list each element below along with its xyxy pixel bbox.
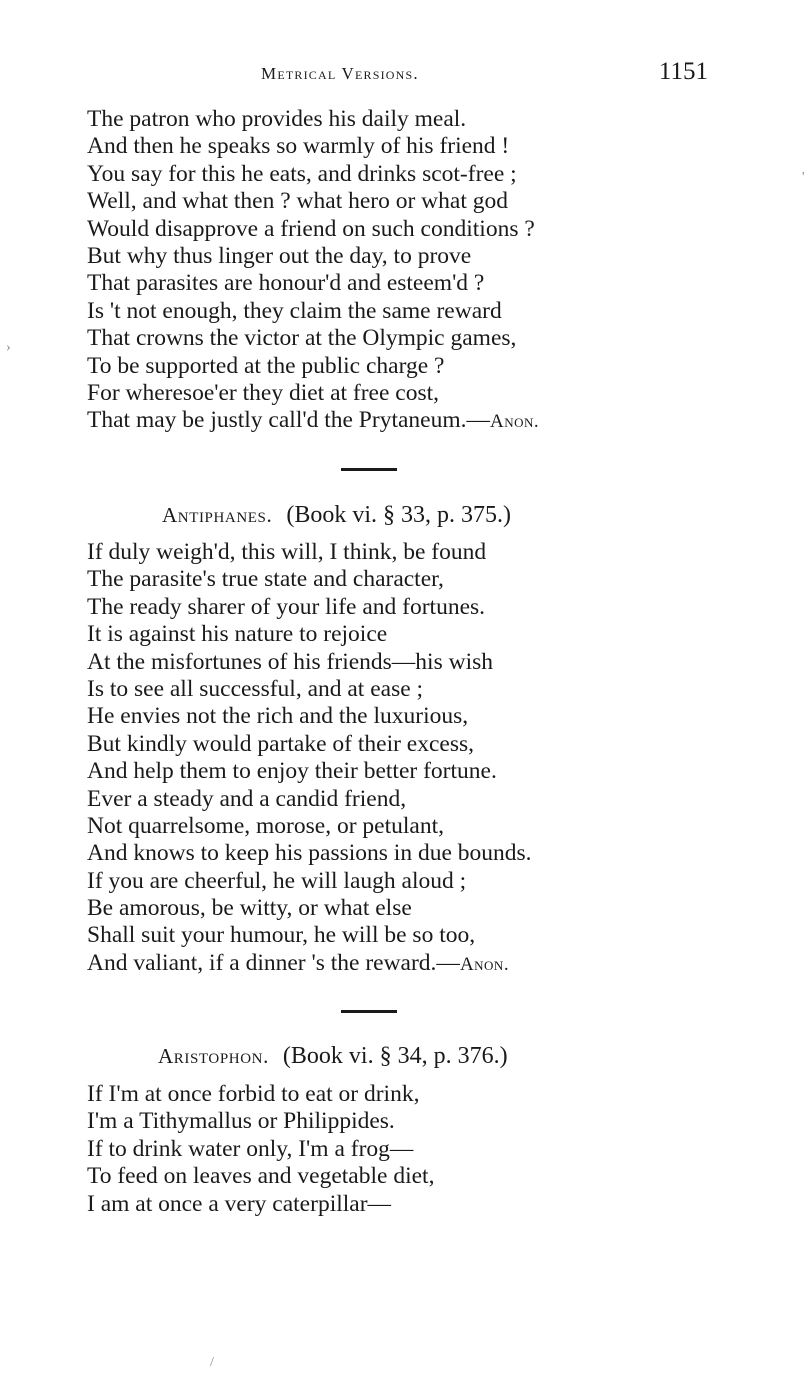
- verse-line: The parasite's true state and character,: [87, 566, 444, 593]
- verse-line: Be amorous, be witty, or what else: [87, 895, 412, 922]
- verse-line: For wheresoe'er they diet at free cost,: [87, 379, 440, 406]
- verse-line: And knows to keep his passions in due bounds.: [87, 840, 532, 867]
- verse-line: And then he speaks so warmly of his friend !: [87, 133, 510, 160]
- verse-line: He envies not the rich and the luxurious,: [87, 703, 469, 730]
- section-author: Antiphanes.: [162, 503, 273, 527]
- page-number: 1151: [658, 58, 708, 85]
- running-head: [86, 60, 716, 92]
- print-speck: /: [210, 1355, 214, 1370]
- verse-line: Not quarrelsome, morose, or petulant,: [87, 812, 444, 839]
- verse-line: It is against his nature to rejoice: [87, 621, 388, 648]
- verse-passage-3: [87, 1081, 727, 1218]
- section-reference: (Book vi. § 33, p. 375.): [286, 502, 512, 528]
- verse-last-line: [87, 950, 727, 977]
- verse-line: Ever a steady and a candid friend,: [87, 785, 407, 812]
- verse-line: But why thus linger out the day, to prove: [87, 242, 472, 269]
- print-speck: ›: [6, 340, 11, 355]
- verse-line: But kindly would partake of their excess,: [87, 730, 475, 757]
- verse-line: The patron who provides his daily meal.: [87, 106, 467, 132]
- verse-line: That parasites are honour'd and esteem'd ?: [87, 270, 485, 297]
- verse-line: Is 't not enough, they claim the same reward: [87, 297, 502, 324]
- verse-line: If to drink water only, I'm a frog—: [87, 1135, 414, 1162]
- section-heading: [158, 1043, 508, 1070]
- verse-line: If I'm at once forbid to eat or drink,: [87, 1081, 420, 1107]
- verse-line: Shall suit your humour, he will be so too,: [87, 922, 476, 949]
- section-divider: [341, 1010, 397, 1013]
- verse-passage-1: [87, 106, 727, 435]
- verse-text: And valiant, if a dinner 's the reward.—: [87, 949, 460, 976]
- verse-line: You say for this he eats, and drinks scot-free ;: [87, 160, 517, 187]
- running-title: Metrical Versions.: [261, 64, 419, 83]
- section-heading: [162, 502, 511, 529]
- verse-line: I'm a Tithymallus or Philippides.: [87, 1108, 395, 1135]
- attribution: Anon.: [490, 411, 540, 433]
- verse-line: To feed on leaves and vegetable diet,: [87, 1163, 435, 1190]
- verse-line: To be supported at the public charge ?: [87, 352, 445, 379]
- verse-text: That may be justly call'd the Prytaneum.—: [87, 407, 490, 434]
- verse-last-line: [87, 407, 727, 434]
- section-reference: (Book vi. § 34, p. 376.): [282, 1043, 508, 1069]
- section-divider: [341, 468, 397, 471]
- verse-line: That crowns the victor at the Olympic games,: [87, 325, 517, 352]
- verse-line: If duly weigh'd, this will, I think, be found: [87, 539, 487, 565]
- verse-passage-2: [87, 539, 727, 977]
- verse-line: Well, and what then ? what hero or what god: [87, 188, 508, 215]
- verse-line: Would disapprove a friend on such conditions ?: [87, 215, 535, 242]
- section-author: Aristophon.: [158, 1044, 269, 1068]
- verse-line: The ready sharer of your life and fortunes.: [87, 593, 486, 620]
- attribution: Anon.: [459, 953, 510, 975]
- verse-line: And help them to enjoy their better fortune.: [87, 758, 497, 785]
- verse-line: If you are cheerful, he will laugh aloud ;: [87, 867, 467, 894]
- verse-line: I am at once a very caterpillar—: [87, 1190, 392, 1217]
- print-speck: ': [802, 170, 805, 185]
- verse-line: Is to see all successful, and at ease ;: [87, 675, 424, 702]
- verse-line: At the misfortunes of his friends—his wish: [87, 648, 493, 675]
